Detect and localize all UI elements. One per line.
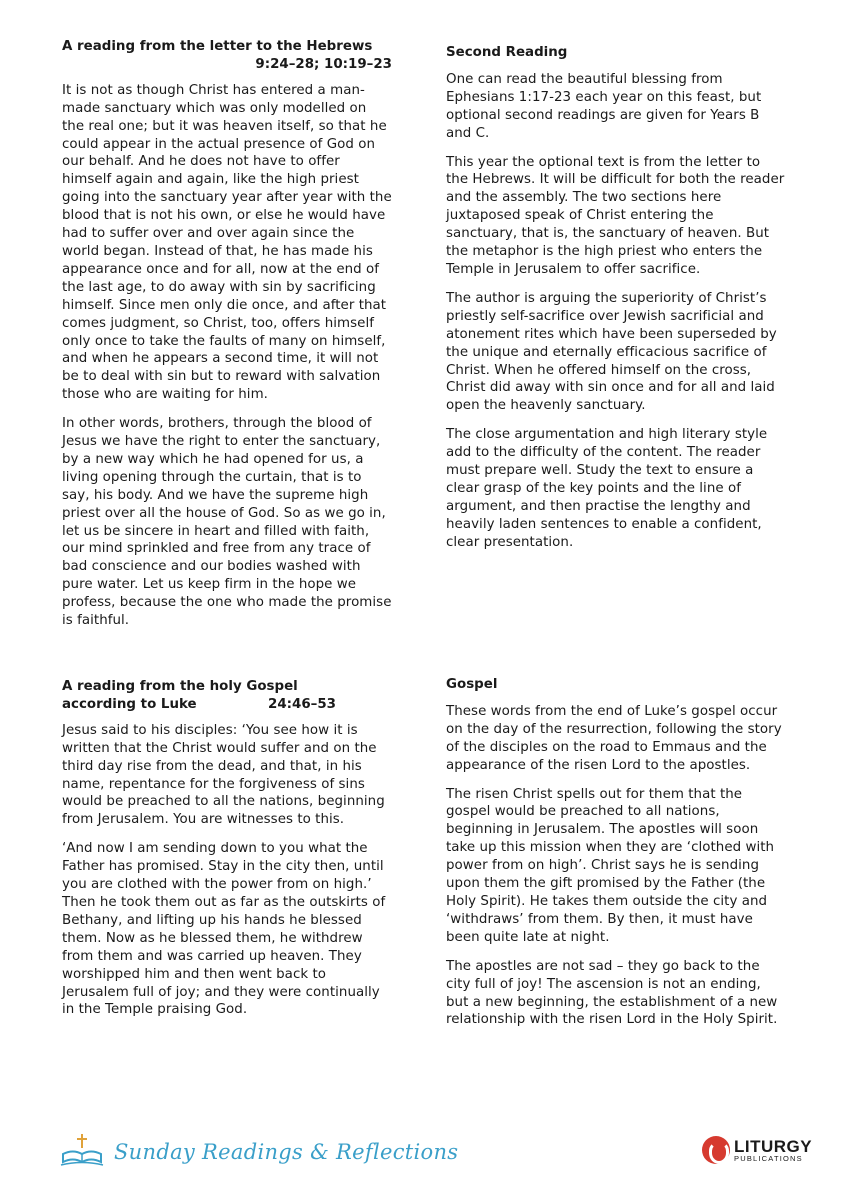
gospel-reading-reference: 24:46–53 (268, 696, 336, 712)
gospel-reflection-title: Gospel (446, 677, 498, 692)
footer-brand (60, 1132, 458, 1172)
reflection-paragraph: The author is arguing the superiority of Christ’s priestly self-sacrifice over Jewish sacrificial and atonement rites which have been superseded by the unique and eternally efficacious sacrifice of Christ. When he offered himself on the cross, Christ did away with sin once and for all and laid open the heavenly sanctuary. (446, 290, 777, 414)
gospel-reading-title-row (62, 696, 392, 714)
gospel-reading-paragraph: Jesus said to his disciples: ‘You see how it is written that the Christ would suffer and on the third day rise from the dead, and that, in his name, repentance for the forgiveness of sins would be preached to all the nations, beginning from Jerusalem. You are witnesses to this. (62, 722, 385, 828)
publisher-logo (702, 1136, 812, 1164)
footer-brand-text: Sunday Readings & Reflections (114, 1140, 459, 1164)
open-book-cross-icon (60, 1132, 104, 1172)
first-reading-paragraph: In other words, brothers, through the blood of Jesus we have the right to enter the sanctuary, by a new way which he had opened for us, a living opening through the curtain, that is to say, his body. And we have the supreme high priest over all the house of God. So as we go in, let us be sincere in heart and filled with faith, our mind sprinkled and free from any trace of bad conscience and our bodies washed with pure water. Let us keep firm in the hope we profess, because the one who made the promise is faithful. (62, 416, 392, 629)
reflection-paragraph: This year the optional text is from the letter to the Hebrews. It will be difficult for both the reader and the assembly. The two sections here juxtaposed speak of Christ entering the sanctuary, that is, the sanctuary of heaven. But the metaphor is the high priest who enters the Temple in Jerusalem to offer sacrifice. (446, 154, 785, 277)
first-reading-heading (62, 38, 392, 74)
publisher-main: LITURGY (734, 1136, 813, 1156)
gospel-reading-paragraph: ‘And now I am sending down to you what the Father has promised. Stay in the city then, until you are clothed with the power from on high.’ Then he took them out as far as the outskirts of Bethany, and lifting up his hands he blessed them. Now as he blessed them, he withdrew from them and was carried up heaven. They worshipped him and then went back to Jerusalem full of joy; and they were continually in the Temple praising God. (62, 841, 386, 1018)
reflection-paragraph: These words from the end of Luke’s gospel occur on the day of the resurrection, following the story of the disciples on the road to Emmaus and the appearance of the risen Lord to the apostles. (446, 703, 782, 773)
first-reading (62, 38, 392, 641)
gospel-reading-heading (62, 678, 392, 714)
gospel-reflection (446, 676, 786, 1040)
liturgy-logo-icon (702, 1136, 730, 1164)
first-reading-reference: 9:24–28; 10:19–23 (255, 56, 392, 72)
gospel-reading (62, 678, 392, 1030)
reflection-paragraph: The close argumentation and high literary style add to the difficulty of the content. The reader must prepare well. Study the text to ensure a clear grasp of the key points and the line of argument, and then practise the lengthy and heavily laden sentences to enable a confident, clear presentation. (446, 427, 768, 550)
reflection-paragraph: One can read the beautiful blessing from Ephesians 1:17-23 each year on this feast, but optional second readings are given for Years B and C. (446, 71, 762, 141)
publisher-name (734, 1138, 812, 1163)
gospel-reading-title-line2: according to Luke (62, 696, 197, 712)
reflection-paragraph: The apostles are not sad – they go back to the city full of joy! The ascension is not an ending, but a new beginning, the establishment of a new relationship with the risen Lord in the Holy Spirit. (446, 958, 778, 1028)
first-reading-paragraph: It is not as though Christ has entered a man-made sanctuary which was only modelled on the real one; but it was heaven itself, so that he could appear in the actual presence of God on our behalf. And he does not have to offer himself again and again, like the high priest going into the sanctuary year after year with the blood that is not his own, or else he would have had to suffer over and over again since the world began. Instead of that, he has made his appearance once and for all, now at the end of the last age, to do away with sin by sacrificing himself. Since men only die once, and after that comes judgment, so Christ, too, offers himself only once to take the faults of many on himself, and when he appears a second time, it will not be to deal with sin but to reward with salvation those who are waiting for him. (62, 82, 392, 403)
second-reading-reflection (446, 44, 786, 563)
gospel-reading-title: A reading from the holy Gospel (62, 679, 298, 694)
reflection-paragraph: The risen Christ spells out for them that the gospel would be preached to all nations, beginning in Jerusalem. The apostles will soon take up this mission when they are ‘clothed with power from on high’. Christ says he is sending upon them the gift promised by the Father (the Holy Spirit). He takes them outside the city and ‘withdraws’ from them. By then, it must have been quite late at night. (446, 786, 775, 945)
publisher-sub: PUBLICATIONS (734, 1153, 803, 1163)
first-reading-title: A reading from the letter to the Hebrews (62, 39, 373, 54)
second-reading-title: Second Reading (446, 45, 568, 60)
